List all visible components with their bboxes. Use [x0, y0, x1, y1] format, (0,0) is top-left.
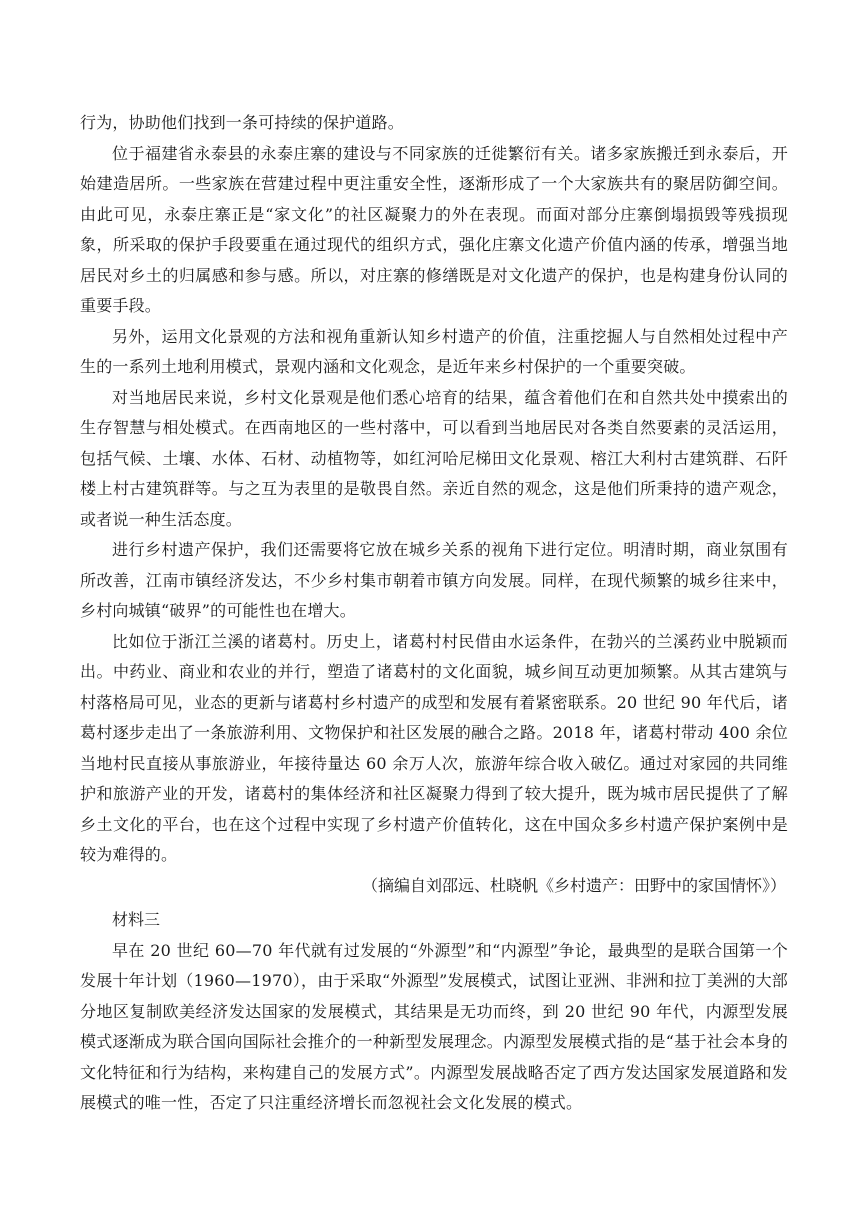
- document-page: [80, 108, 788, 1119]
- paragraph-local-residents: 对当地居民来说，乡村文化景观是他们悉心培育的结果，蕴含着他们在和自然共处中摸索出的生存智慧与相处模式。在西南地区的一些村落中，可以看到当地居民对各类自然要素的灵活运用，包括气候、土壤、水体、石材、动植物等，如红河哈尼梯田文化景观、榕江大利村古建筑群、石阡楼上村古建筑群等。与之互为表里的是敬畏自然。亲近自然的观念，这是他们所秉持的遗产观念，或者说一种生活态度。: [80, 387, 788, 529]
- paragraph-yongtai-zhuangzhai: 位于福建省永泰县的永泰庄寨的建设与不同家族的迁徙繁衍有关。诸多家族搬迁到永泰后，开始建造居所。一些家族在营建过程中更注重安全性，逐渐形成了一个大家族共有的聚居防御空间。由此可见，永泰庄寨正是“家文化”的社区凝聚力的外在表现。而面对部分庄寨倒塌损毁等残损现象，所采取的保护手段要重在通过现代的组织方式，强化庄寨文化遗产价值内涵的传承，增强当地居民对乡土的归属感和参与感。所以，对庄寨的修缮既是对文化遗产的保护，也是构建身份认同的重要手段。: [80, 143, 788, 315]
- paragraph-urban-rural: 进行乡村遗产保护，我们还需要将它放在城乡关系的视角下进行定位。明清时期，商业氛围有所改善，江南市镇经济发达，不少乡村集市朝着市镇方向发展。同样，在现代频繁的城乡往来中，乡村向城镇“破界”的可能性也在增大。: [80, 540, 788, 620]
- material-three-heading: 材料三: [112, 910, 161, 929]
- paragraph-continuation: 行为，协助他们找到一条可持续的保护道路。: [80, 113, 405, 132]
- paragraph-material-three: 早在 20 世纪 60—70 年代就有过发展的“外源型”和“内源型”争论，最典型的是联合国第一个发展十年计划（1960—1970），由于采取“外源型”发展模式，试图让亚洲、非洲和拉丁美洲的大部分地区复制欧美经济发达国家的发展模式，其结果是无功而终，到 20 世纪 90 年代，内源型发展模式逐渐成为联合国向国际社会推介的一种新型发展理念。内源型发展模式指的是“基于社会本身的文化特征和行为结构，来构建自己的发展方式”。内源型发展战略否定了西方发达国家发展道路和发展模式的唯一性，否定了只注重经济增长而忽视社会文化发展的模式。: [80, 940, 788, 1112]
- source-citation: （摘编自刘邵远、杜晓帆《乡村遗产：田野中的家国情怀》）: [361, 875, 786, 895]
- paragraph-zhuge-village: 比如位于浙江兰溪的诸葛村。历史上，诸葛村村民借由水运条件，在勃兴的兰溪药业中脱颖而出。中药业、商业和农业的并行，塑造了诸葛村的文化面貌，城乡间互动更加频繁。从其古建筑与村落格局可见，业态的更新与诸葛村乡村遗产的成型和发展有着紧密联系。20 世纪 90 年代后，诸葛村逐步走出了一条旅游利用、文物保护和社区发展的融合之路。2018 年，诸葛村带动 400 余位当地村民直接从事旅游业，年接待量达 60 余万人次，旅游年综合收入破亿。通过对家园的共同维护和旅游产业的开发，诸葛村的集体经济和社区凝聚力得到了较大提升，既为城市居民提供了了解乡土文化的平台，也在这个过程中实现了乡村遗产价值转化，这在中国众多乡村遗产保护案例中是较为难得的。: [80, 631, 788, 864]
- paragraph-cultural-landscape: 另外，运用文化景观的方法和视角重新认知乡村遗产的价值，注重挖掘人与自然相处过程中产生的一系列土地利用模式，景观内涵和文化观念，是近年来乡村保护的一个重要突破。: [80, 326, 788, 376]
